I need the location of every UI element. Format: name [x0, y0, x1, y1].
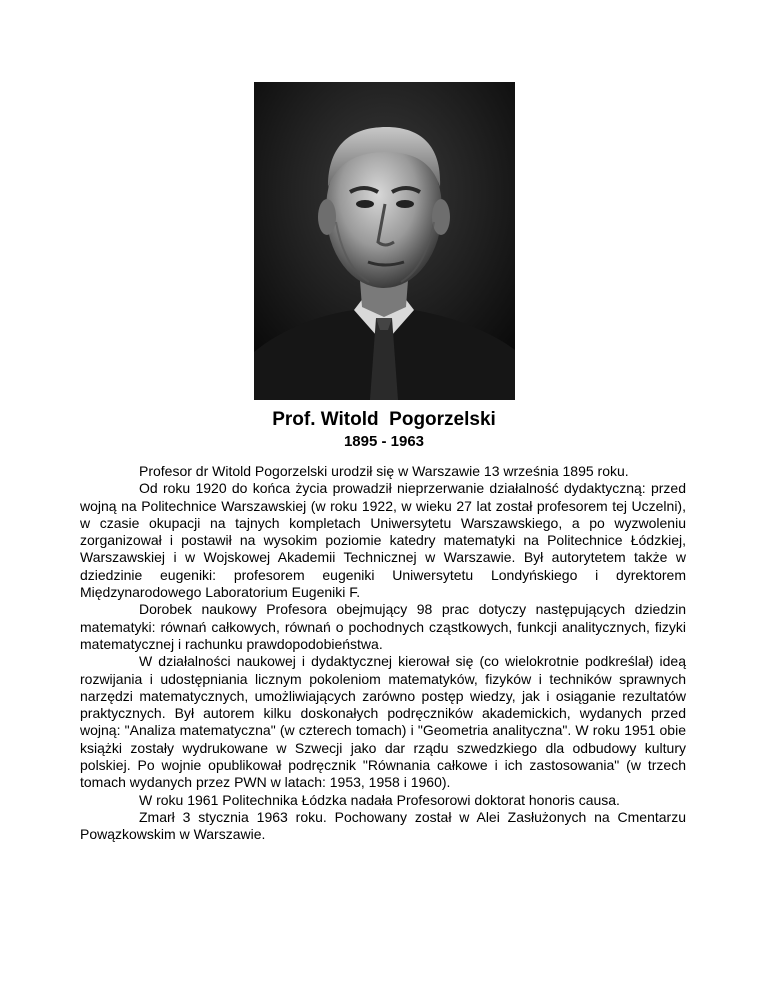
portrait-image — [254, 82, 515, 400]
paragraph-honoris-causa: W roku 1961 Politechnika Łódzka nadała Profesorowi doktorat honoris causa. — [139, 791, 620, 808]
life-years: 1895 - 1963 — [343, 433, 425, 450]
paragraph-death: Zmarł 3 stycznia 1963 roku. Pochowany został w Alei Zasłużonych na Cmentarzu Powązkowskim w Warszawie. — [80, 808, 686, 843]
paragraph-teaching: Od roku 1920 do końca życia prowadził nieprzerwanie działalność dydaktyczną: przed wojną na Politechnice Warszawskiej (w roku 1922, w wieku 27 lat został profesorem tej Uczelni), w czasie okupacji na tajnych kompletach Uniwersytetu Warszawskiego, a po wyzwoleniu zorganizował i postawił na wysokim poziomie katedry matematyki na Politechnice Łódzkiej, Warszawskiej i w Wojskowej Akademii Technicznej w Warszawie. Był autorytetem także w dziedzinie eugeniki: profesorem eugeniki Uniwersytetu Londyńskiego i dyrektorem Międzynarodowego Laboratorium Eugeniki F. — [80, 480, 686, 601]
paragraph-textbooks: W działalności naukowej i dydaktycznej kierował się (co wielokrotnie podkreślał) ideą rozwijania i udostępniania licznym pokoleniom matematyków, fizyków i techników sprawnych narzędzi matematycznych, umożliwiających zarówno postęp wiedzy, jak i osiąganie rezultatów praktycznych. Był autorem kilku doskonałych podręczników akademickich, wydanych przed wojną: "Analiza matematyczna" (w czterech tomach) i "Geometria analityczna". W roku 1951 obie książki zostały wydrukowane w Szwecji jako dar rządu szwedzkiego dla odbudowy kultury polskiej. Po wojnie opublikował podręcznik "Równania całkowe i ich zastosowania" (w trzech tomach wydanych przez PWN w latach: 1953, 1958 i 1960). — [80, 653, 686, 791]
portrait-photo — [254, 82, 515, 400]
paragraph-research: Dorobek naukowy Profesora obejmujący 98 prac dotyczy następujących dziedzin matematyki: równań całkowych, równań o pochodnych cząstkowych, funkcji analitycznych, fizyki matematycznej i rachunku prawdopodobieństwa. — [80, 601, 686, 652]
person-name-heading: Prof. Witold Pogorzelski — [272, 409, 496, 430]
paragraph-birth: Profesor dr Witold Pogorzelski urodził się w Warszawie 13 września 1895 roku. — [139, 463, 629, 479]
biography-text — [80, 463, 686, 844]
